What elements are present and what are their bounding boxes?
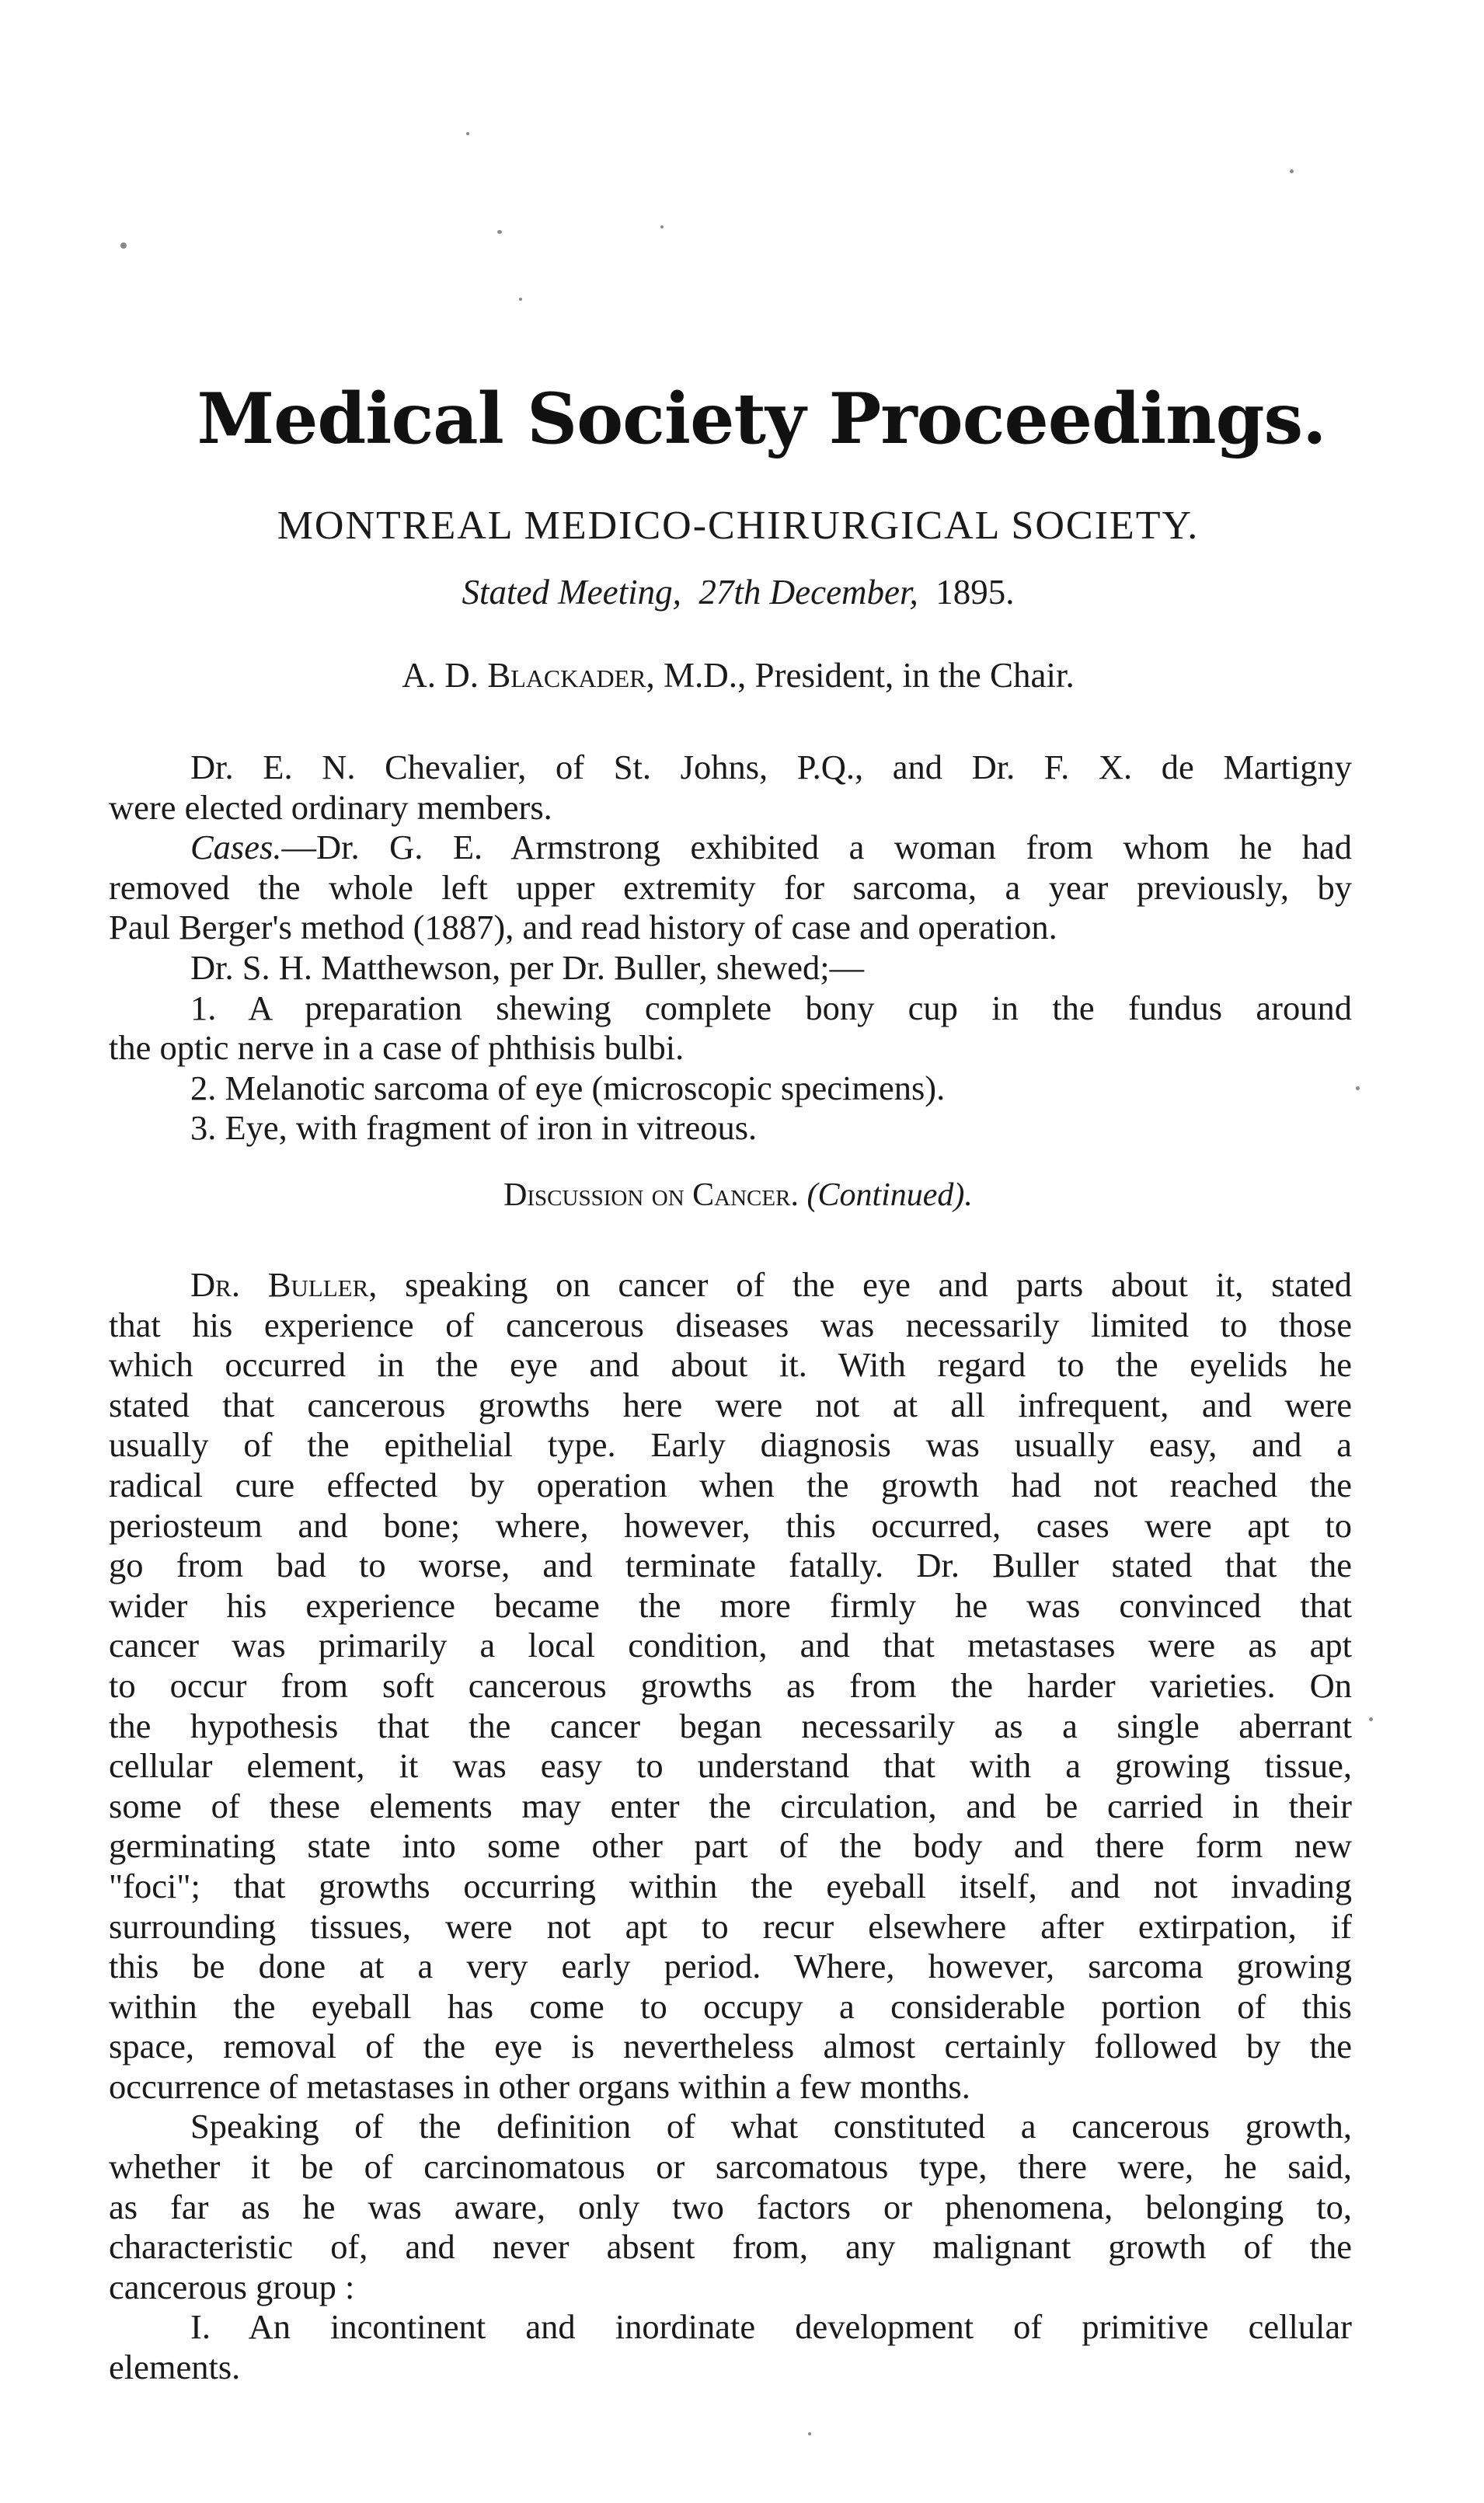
text-line: 3. Eye, with fragment of iron in vitreous. <box>190 1108 758 1148</box>
text-line: removed the whole left upper extremity for sarcoma, a year previously, by <box>109 867 1352 907</box>
text-line: this be done at a very early period. Where, however, sarcoma growing <box>109 1947 1352 1986</box>
society-name: MONTREAL MEDICO-CHIRURGICAL SOCIETY. <box>277 504 1200 548</box>
text-line: Paul Berger's method (1887), and read history of case and operation. <box>109 908 1057 947</box>
scan-speck <box>120 242 127 249</box>
text-line: whether it be of carcinomatous or sarcomatous type, there were, he said, <box>109 2147 1352 2187</box>
text-line: Dr. E. N. Chevalier, of St. Johns, P.Q., and Dr. F. X. de Martigny <box>190 748 1352 786</box>
discussion-continued: (Continued). <box>806 1177 973 1213</box>
text-line: cellular element, it was easy to understand that with a growing tissue, <box>109 1746 1352 1786</box>
text-line <box>109 828 1352 868</box>
cases-paragraph <box>109 828 1352 948</box>
matthewson-paragraph <box>109 948 1352 1149</box>
text-line: Dr. S. H. Matthewson, per Dr. Buller, shewed;— <box>190 947 865 987</box>
members-paragraph <box>109 748 1352 828</box>
text-line: the optic nerve in a case of phthisis bulbi. <box>109 1028 685 1068</box>
text-line: elements. <box>109 2348 241 2387</box>
text-line: go from bad to worse, and terminate fatally. Dr. Buller stated that the <box>109 1546 1352 1585</box>
discussion-heading <box>117 1177 1360 1213</box>
meeting-year: 1895. <box>935 573 1015 612</box>
text-line: to occur from soft cancerous growths as from the harder varieties. On <box>109 1665 1352 1705</box>
text-line: "foci"; that growths occurring within the eyeball itself, and not invading <box>109 1866 1352 1905</box>
text-line: were elected ordinary members. <box>109 787 552 827</box>
speaker-name: Dr. Buller, <box>190 1265 378 1304</box>
text-line: characteristic of, and never absent from, any malignant growth of the <box>109 2227 1352 2267</box>
text-line: that his experience of cancerous diseases was necessarily limited to those <box>109 1305 1352 1344</box>
chair-rest: M.D., President, in the Chair. <box>664 656 1075 695</box>
scan-speck <box>1290 169 1294 173</box>
meeting-info <box>117 573 1360 612</box>
proceedings-block <box>109 748 1352 1149</box>
speaker-text: speaking on cancer of the eye and parts about it, stated <box>405 1265 1352 1304</box>
meeting-label: Stated Meeting, <box>462 573 681 612</box>
scan-speck <box>1369 1717 1373 1721</box>
text-line: surrounding tissues, were not apt to recur elsewhere after extirpation, if <box>109 1906 1352 1946</box>
text-line: I. An incontinent and inordinate development of primitive cellular <box>190 2307 1352 2347</box>
chair-line <box>117 657 1360 695</box>
text-line: the hypothesis that the cancer began necessarily as a single aberrant <box>109 1706 1352 1745</box>
text-line: 2. Melanotic sarcoma of eye (microscopic specimens). <box>190 1068 946 1107</box>
scan-speck <box>466 132 469 135</box>
text-line <box>109 1265 1352 1306</box>
text-line: 1. A preparation shewing complete bony cup in the fundus around <box>190 988 1352 1027</box>
text-line: within the eyeball has come to occupy a considerable portion of this <box>109 1986 1352 2026</box>
text-line: wider his experience became the more firmly he was convinced that <box>109 1585 1352 1625</box>
text-line: radical cure effected by operation when the growth had not reached the <box>109 1465 1352 1504</box>
meeting-date: 27th December, <box>698 573 918 612</box>
page-title: Medical Society Proceedings. <box>197 378 1326 460</box>
discussion-title: Discussion on Cancer. <box>503 1177 799 1213</box>
scan-speck <box>497 230 502 234</box>
text-line: stated that cancerous growths here were not at all infrequent, and were <box>109 1385 1352 1424</box>
chair-name: Blackader, <box>487 656 655 695</box>
text-line: periosteum and bone; where, however, this occurred, cases were apt to <box>109 1505 1352 1545</box>
scan-speck <box>519 298 522 301</box>
text-line: usually of the epithelial type. Early diagnosis was usually easy, and a <box>109 1425 1352 1465</box>
cases-label: Cases. <box>190 828 282 867</box>
scan-speck <box>660 225 664 228</box>
text-line: as far as he was aware, only two factors or phenomena, belonging to, <box>109 2187 1352 2226</box>
text-line: occurrence of metastases in other organs within a few months. <box>109 2066 970 2106</box>
scan-speck <box>808 2432 811 2435</box>
chair-initials: A. D. <box>402 656 479 695</box>
buller-paragraph <box>109 1265 1352 2388</box>
text-line: some of these elements may enter the circulation, and be carried in their <box>109 1786 1352 1825</box>
cases-text: —Dr. G. E. Armstrong exhibited a woman from whom he had <box>281 828 1352 867</box>
text-line: space, removal of the eye is nevertheless almost certainly followed by the <box>109 2027 1352 2066</box>
text-line: cancerous group : <box>109 2267 355 2306</box>
text-line: which occurred in the eye and about it. With regard to the eyelids he <box>109 1345 1352 1385</box>
scan-speck <box>1356 1086 1360 1090</box>
text-line: germinating state into some other part of the body and there form new <box>109 1826 1352 1866</box>
text-line: cancer was primarily a local condition, and that metastases were as apt <box>109 1626 1352 1665</box>
text-line: Speaking of the definition of what constituted a cancerous growth, <box>190 2107 1352 2146</box>
